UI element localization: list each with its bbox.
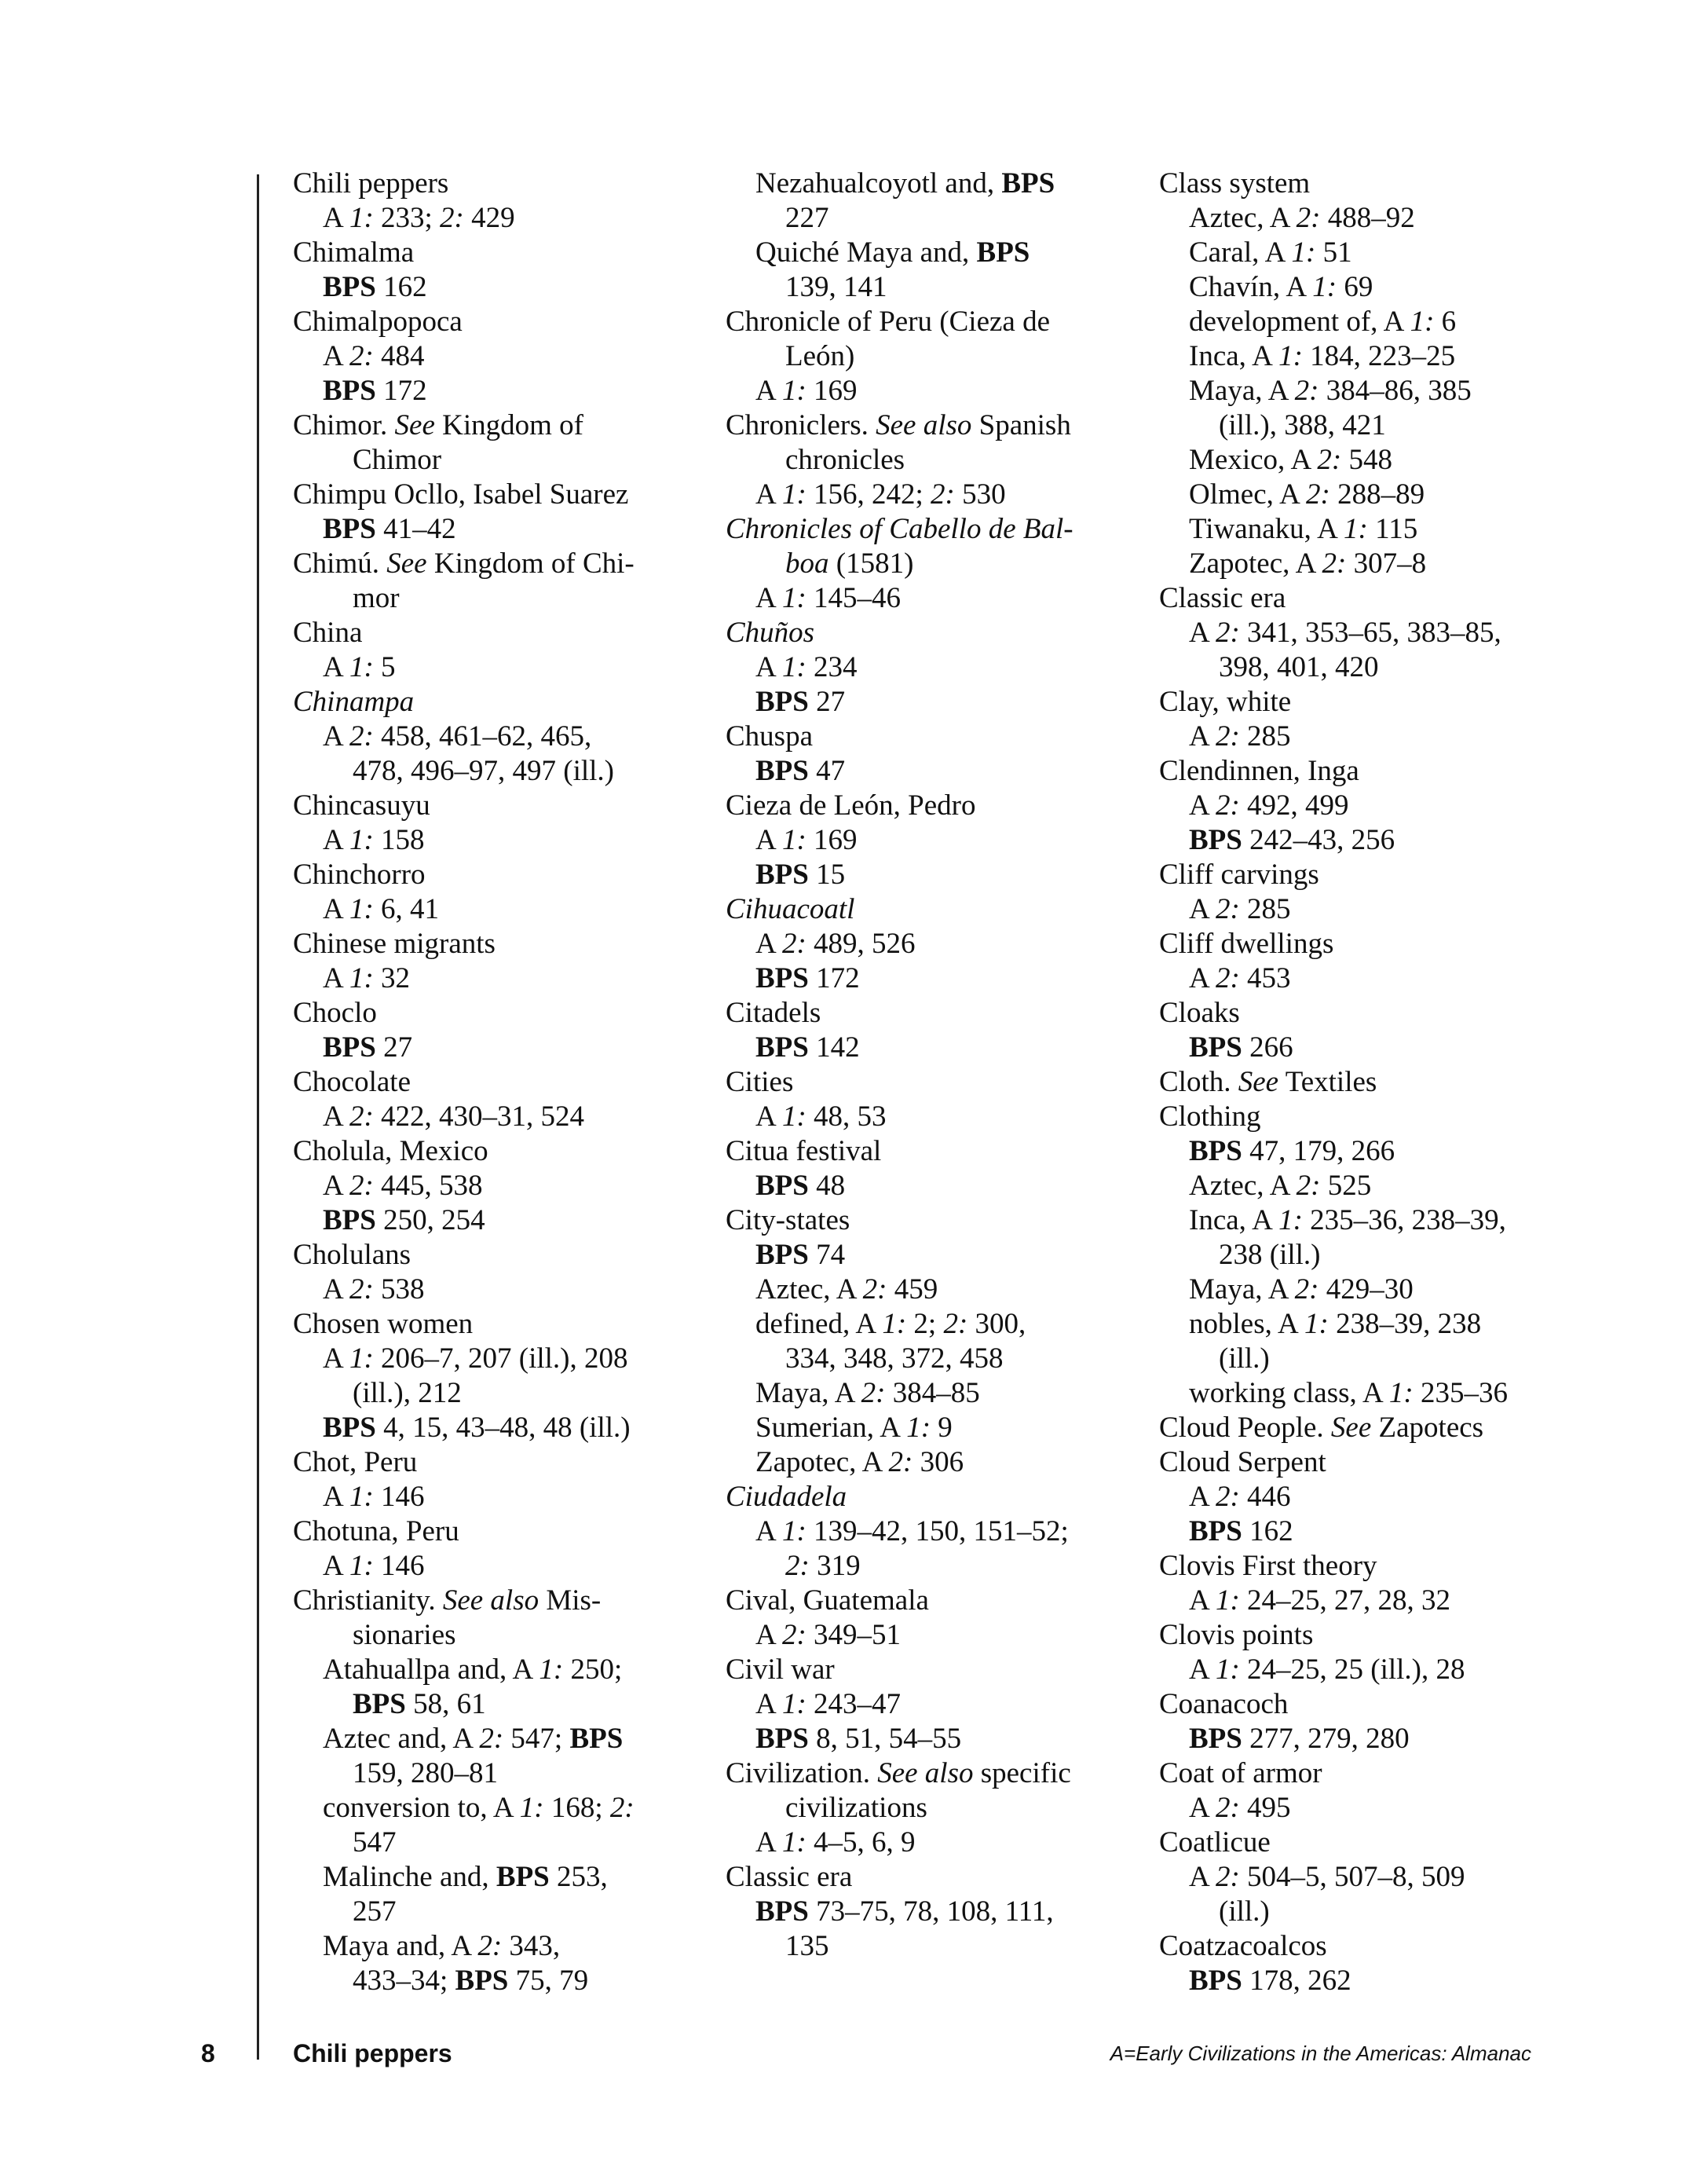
- index-column-3: [1159, 167, 1552, 1998]
- index-subentry: BPS 242–43, 256: [1189, 824, 1395, 856]
- index-subentry: BPS 73–75, 78, 108, 111,: [755, 1895, 1054, 1928]
- index-heading: Chuños: [726, 617, 815, 649]
- index-continuation: 547: [353, 1826, 397, 1859]
- index-subentry: Inca, A 1: 184, 223–25: [1189, 340, 1456, 372]
- index-subentry: A 1: 234: [755, 651, 858, 683]
- index-heading: Choclo: [293, 997, 377, 1029]
- index-heading: Chronicles of Cabello de Bal-: [726, 513, 1073, 545]
- index-heading: Citua festival: [726, 1135, 882, 1167]
- index-continuation: civilizations: [785, 1792, 927, 1824]
- index-subentry: Aztec, A 2: 488–92: [1189, 202, 1415, 234]
- index-heading: Cloth. See Textiles: [1159, 1066, 1377, 1098]
- index-heading: Coatlicue: [1159, 1826, 1271, 1859]
- index-subentry: Maya, A 2: 429–30: [1189, 1273, 1414, 1306]
- index-subentry: A 1: 5: [323, 651, 396, 683]
- index-subentry: Mexico, A 2: 548: [1189, 444, 1392, 476]
- index-heading: Chronicle of Peru (Cieza de: [726, 306, 1051, 338]
- index-subentry: A 2: 453: [1189, 962, 1291, 994]
- index-continuation: (ill.): [1219, 1342, 1270, 1375]
- index-heading: Civil war: [726, 1653, 835, 1686]
- index-subentry: Caral, A 1: 51: [1189, 236, 1352, 269]
- index-subentry: A 2: 484: [323, 340, 425, 372]
- index-heading: Chinchorro: [293, 859, 426, 891]
- index-subentry: Zapotec, A 2: 306: [755, 1446, 964, 1478]
- index-continuation: 159, 280–81: [353, 1757, 498, 1789]
- index-continuation: León): [785, 340, 855, 372]
- index-subentry: BPS 27: [755, 686, 846, 718]
- index-subentry: BPS 47, 179, 266: [1189, 1135, 1395, 1167]
- index-heading: Chinampa: [293, 686, 415, 718]
- index-subentry: A 1: 169: [755, 824, 858, 856]
- index-subentry: BPS 47: [755, 755, 846, 787]
- index-heading: Chimalma: [293, 236, 415, 269]
- index-subentry: BPS 172: [323, 375, 427, 407]
- index-subentry: A 2: 492, 499: [1189, 789, 1349, 822]
- index-subentry: BPS 162: [1189, 1515, 1293, 1547]
- index-subentry: A 2: 422, 430–31, 524: [323, 1100, 585, 1133]
- publication-title: A=Early Civilizations in the Americas: Almanac: [1110, 2042, 1531, 2065]
- index-heading: Cloud People. See Zapotecs: [1159, 1412, 1484, 1444]
- index-subentry: nobles, A 1: 238–39, 238: [1189, 1308, 1482, 1340]
- index-heading: Cliff carvings: [1159, 859, 1319, 891]
- index-subentry: BPS 41–42: [323, 513, 456, 545]
- index-heading: Clendinnen, Inga: [1159, 755, 1359, 787]
- index-continuation: 2: 319: [785, 1550, 861, 1582]
- index-subentry: A 2: 458, 461–62, 465,: [323, 720, 592, 753]
- index-continuation: BPS 58, 61: [353, 1688, 486, 1720]
- index-continuation: 398, 401, 420: [1219, 651, 1379, 683]
- index-subentry: Atahuallpa and, A 1: 250;: [323, 1653, 623, 1686]
- index-subentry: BPS 142: [755, 1031, 860, 1064]
- index-subentry: A 1: 6, 41: [323, 893, 440, 925]
- index-subentry: working class, A 1: 235–36: [1189, 1377, 1508, 1409]
- index-subentry: A 1: 24–25, 27, 28, 32: [1189, 1584, 1451, 1617]
- index-heading: Clovis First theory: [1159, 1550, 1377, 1582]
- index-subentry: Aztec and, A 2: 547; BPS: [323, 1723, 624, 1755]
- index-subentry: A 2: 446: [1189, 1481, 1291, 1513]
- index-continuation: (ill.): [1219, 1895, 1270, 1928]
- index-subentry: A 2: 445, 538: [323, 1170, 483, 1202]
- index-subentry: Aztec, A 2: 459: [755, 1273, 938, 1306]
- index-continuation: chronicles: [785, 444, 905, 476]
- index-subentry: Maya, A 2: 384–86, 385: [1189, 375, 1472, 407]
- index-continuation: 135: [785, 1930, 829, 1962]
- index-subentry: A 2: 285: [1189, 720, 1291, 753]
- index-subentry: Quiché Maya and, BPS: [755, 236, 1030, 269]
- index-subentry: BPS 48: [755, 1170, 846, 1202]
- index-subentry: A 1: 24–25, 25 (ill.), 28: [1189, 1653, 1465, 1686]
- index-heading: Coatzacoalcos: [1159, 1930, 1327, 1962]
- index-heading: Chimor. See Kingdom of: [293, 409, 583, 441]
- index-subentry: BPS 266: [1189, 1031, 1293, 1064]
- index-heading: Chimpu Ocllo, Isabel Suarez: [293, 478, 629, 511]
- index-heading: Coanacoch: [1159, 1688, 1289, 1720]
- index-heading: Cities: [726, 1066, 794, 1098]
- index-heading: Cholula, Mexico: [293, 1135, 488, 1167]
- index-subentry: A 1: 146: [323, 1481, 425, 1513]
- index-continuation: 478, 496–97, 497 (ill.): [353, 755, 614, 787]
- index-heading: City-states: [726, 1204, 850, 1236]
- index-subentry: A 1: 145–46: [755, 582, 902, 614]
- index-heading: Ciudadela: [726, 1481, 847, 1513]
- index-subentry: BPS 74: [755, 1239, 846, 1271]
- index-subentry: Nezahualcoyotl and, BPS: [755, 167, 1055, 200]
- index-heading: Christianity. See also Mis-: [293, 1584, 602, 1617]
- index-heading: Coat of armor: [1159, 1757, 1322, 1789]
- index-continuation: 238 (ill.): [1219, 1239, 1321, 1271]
- index-continuation: mor: [353, 582, 400, 614]
- index-subentry: BPS 172: [755, 962, 860, 994]
- index-subentry: A 2: 349–51: [755, 1619, 902, 1651]
- index-subentry: A 1: 146: [323, 1550, 425, 1582]
- index-continuation: 433–34; BPS 75, 79: [353, 1965, 589, 1997]
- index-heading: Clovis points: [1159, 1619, 1314, 1651]
- index-continuation: 227: [785, 202, 829, 234]
- index-heading: Chinese migrants: [293, 928, 496, 960]
- index-subentry: BPS 15: [755, 859, 846, 891]
- index-subentry: A 2: 504–5, 507–8, 509: [1189, 1861, 1465, 1893]
- index-subentry: Chavín, A 1: 69: [1189, 271, 1373, 303]
- index-subentry: A 1: 32: [323, 962, 411, 994]
- index-subentry: A 2: 538: [323, 1273, 425, 1306]
- index-subentry: conversion to, A 1: 168; 2:: [323, 1792, 635, 1824]
- index-heading: Chocolate: [293, 1066, 411, 1098]
- index-continuation: sionaries: [353, 1619, 456, 1651]
- index-heading: Civilization. See also specific: [726, 1757, 1071, 1789]
- index-continuation: boa (1581): [785, 547, 914, 580]
- index-subentry: Tiwanaku, A 1: 115: [1189, 513, 1418, 545]
- index-continuation: (ill.), 388, 421: [1219, 409, 1386, 441]
- index-heading: Cihuacoatl: [726, 893, 855, 925]
- index-subentry: A 2: 341, 353–65, 383–85,: [1189, 617, 1501, 649]
- index-heading: Clay, white: [1159, 686, 1292, 718]
- index-heading: Chimú. See Kingdom of Chi-: [293, 547, 635, 580]
- index-heading: Chincasuyu: [293, 789, 430, 822]
- index-heading: Cival, Guatemala: [726, 1584, 929, 1617]
- index-heading: Cholulans: [293, 1239, 411, 1271]
- index-subentry: A 1: 233; 2: 429: [323, 202, 515, 234]
- index-heading: Cliff dwellings: [1159, 928, 1334, 960]
- index-continuation: Chimor: [353, 444, 442, 476]
- running-head: Chili peppers: [293, 2039, 452, 2067]
- index-heading: China: [293, 617, 363, 649]
- index-heading: Cloaks: [1159, 997, 1240, 1029]
- index-subentry: A 1: 4–5, 6, 9: [755, 1826, 916, 1859]
- index-heading: Clothing: [1159, 1100, 1261, 1133]
- margin-rule: [257, 174, 259, 2060]
- index-subentry: development of, A 1: 6: [1189, 306, 1457, 338]
- index-heading: Chimalpopoca: [293, 306, 463, 338]
- index-heading: Classic era: [726, 1861, 853, 1893]
- index-subentry: defined, A 1: 2; 2: 300,: [755, 1308, 1026, 1340]
- index-subentry: Zapotec, A 2: 307–8: [1189, 547, 1427, 580]
- index-column-2: [726, 167, 1134, 1964]
- page-number: 8: [201, 2039, 215, 2067]
- index-continuation: 139, 141: [785, 271, 887, 303]
- index-heading: Cloud Serpent: [1159, 1446, 1326, 1478]
- index-heading: Chuspa: [726, 720, 813, 753]
- index-heading: Chroniclers. See also Spanish: [726, 409, 1071, 441]
- index-subentry: A 1: 206–7, 207 (ill.), 208: [323, 1342, 628, 1375]
- index-subentry: Inca, A 1: 235–36, 238–39,: [1189, 1204, 1506, 1236]
- index-subentry: Olmec, A 2: 288–89: [1189, 478, 1425, 511]
- index-continuation: 334, 348, 372, 458: [785, 1342, 1004, 1375]
- index-subentry: BPS 178, 262: [1189, 1965, 1351, 1997]
- index-subentry: BPS 27: [323, 1031, 413, 1064]
- index-subentry: Maya and, A 2: 343,: [323, 1930, 561, 1962]
- index-heading: Classic era: [1159, 582, 1286, 614]
- index-subentry: BPS 250, 254: [323, 1204, 485, 1236]
- index-subentry: A 1: 48, 53: [755, 1100, 887, 1133]
- index-subentry: Malinche and, BPS 253,: [323, 1861, 608, 1893]
- index-subentry: A 2: 489, 526: [755, 928, 916, 960]
- index-heading: Chotuna, Peru: [293, 1515, 459, 1547]
- index-subentry: BPS 8, 51, 54–55: [755, 1723, 962, 1755]
- index-column-1: [293, 167, 686, 1998]
- index-subentry: BPS 277, 279, 280: [1189, 1723, 1410, 1755]
- index-heading: Chosen women: [293, 1308, 474, 1340]
- index-subentry: A 2: 285: [1189, 893, 1291, 925]
- index-continuation: (ill.), 212: [353, 1377, 462, 1409]
- index-subentry: Maya, A 2: 384–85: [755, 1377, 980, 1409]
- index-continuation: 257: [353, 1895, 397, 1928]
- index-heading: Class system: [1159, 167, 1311, 200]
- index-heading: Chili peppers: [293, 167, 449, 200]
- index-heading: Cieza de León, Pedro: [726, 789, 976, 822]
- index-subentry: A 1: 158: [323, 824, 425, 856]
- index-subentry: Sumerian, A 1: 9: [755, 1412, 953, 1444]
- index-subentry: A 2: 495: [1189, 1792, 1291, 1824]
- index-heading: Citadels: [726, 997, 821, 1029]
- index-subentry: A 1: 156, 242; 2: 530: [755, 478, 1006, 511]
- index-heading: Chot, Peru: [293, 1446, 418, 1478]
- index-subentry: BPS 162: [323, 271, 427, 303]
- index-subentry: A 1: 139–42, 150, 151–52;: [755, 1515, 1069, 1547]
- index-subentry: BPS 4, 15, 43–48, 48 (ill.): [323, 1412, 631, 1444]
- index-subentry: A 1: 243–47: [755, 1688, 902, 1720]
- index-subentry: A 1: 169: [755, 375, 858, 407]
- index-subentry: Aztec, A 2: 525: [1189, 1170, 1372, 1202]
